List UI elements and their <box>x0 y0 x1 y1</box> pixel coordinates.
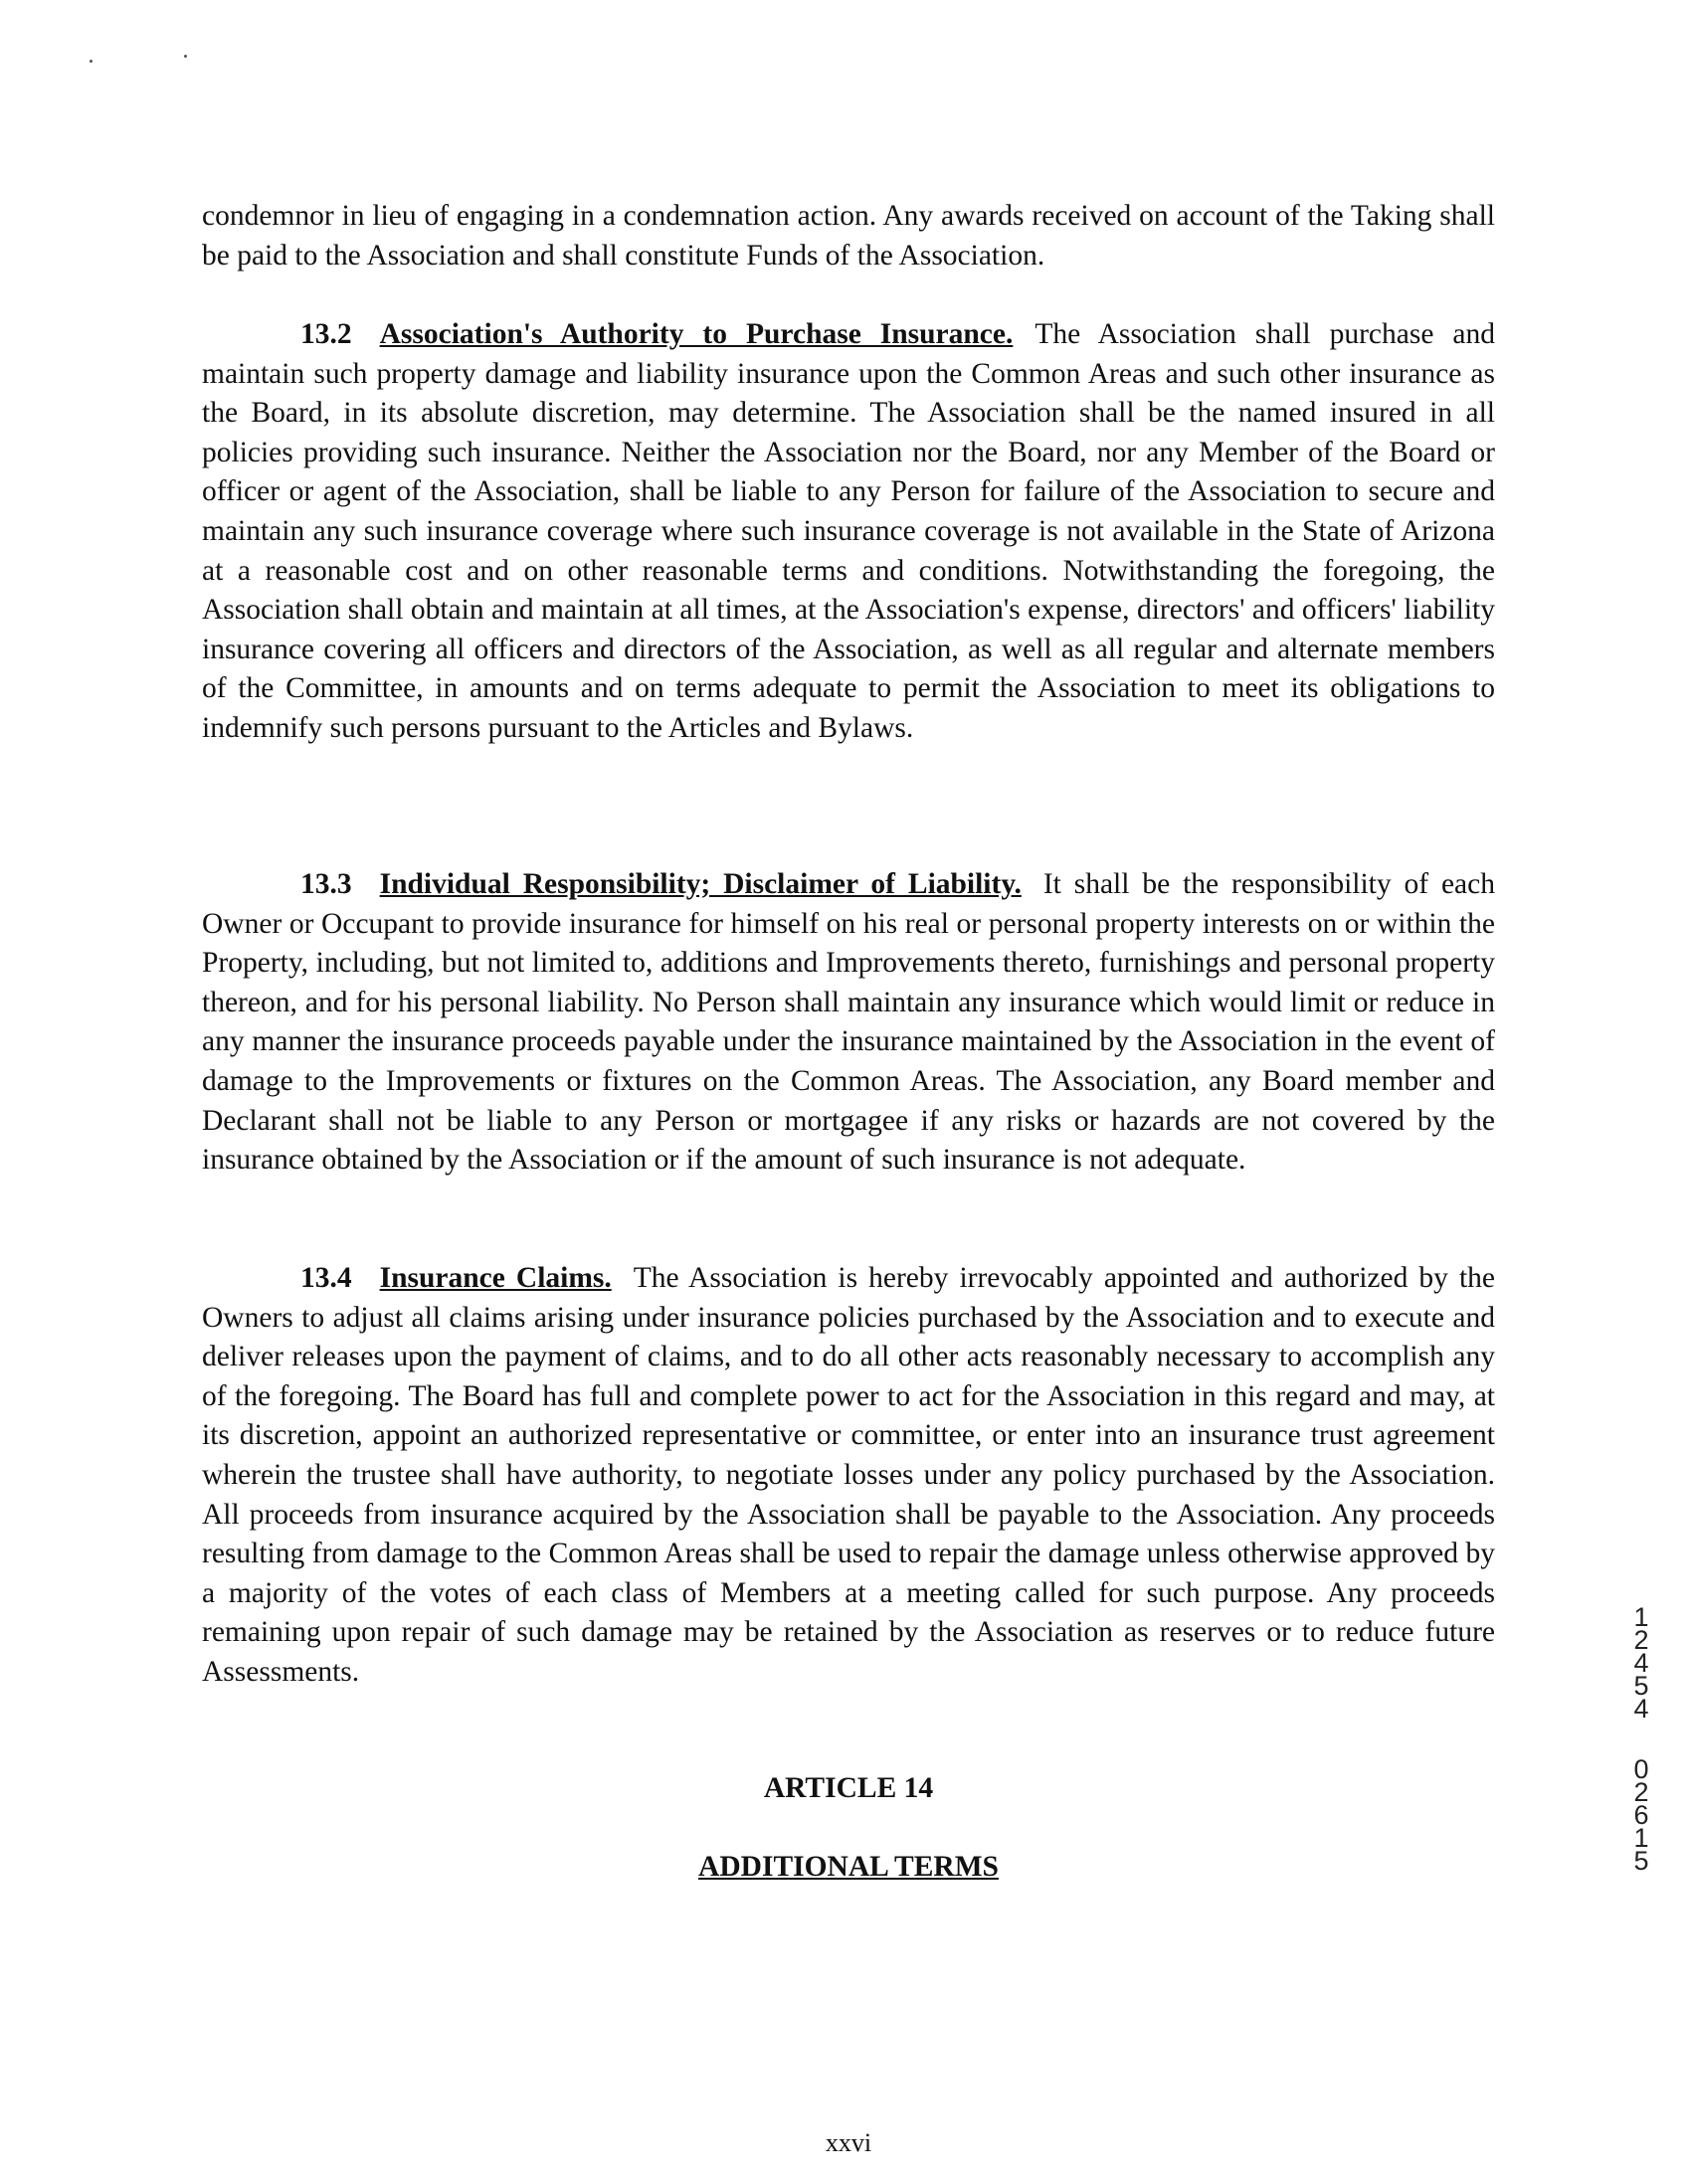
section-title: Individual Responsibility; Disclaimer of Liability. <box>379 868 1022 900</box>
intro-paragraph: condemnor in lieu of engaging in a condemnation action. Any awards received on account of the Taking shall be paid to the Association and shall constitute Funds of the Association. <box>202 200 1495 272</box>
scan-speck <box>184 55 187 58</box>
stamp-digit: 5 <box>1633 1846 1649 1876</box>
stamp-digit: 4 <box>1633 1648 1649 1678</box>
section-title: Association's Authority to Purchase Insurance. <box>379 318 1014 350</box>
section-title: Insurance Claims. <box>379 1262 612 1294</box>
section-number: 13.3 <box>300 868 352 900</box>
section-number: 13.2 <box>300 318 352 350</box>
stamp-digit: 2 <box>1633 1777 1649 1807</box>
intro-text-block <box>202 197 1495 275</box>
section-13-2 <box>202 315 1495 749</box>
article-label: ARTICLE 14 <box>763 1772 934 1804</box>
section-13-4 <box>202 1259 1495 1693</box>
recording-number-stamp <box>1616 1602 1666 1876</box>
article-title: ADDITIONAL TERMS <box>698 1851 999 1883</box>
stamp-digit: 5 <box>1633 1671 1649 1701</box>
section-body: It shall be the responsibility of each Owner or Occupant to provide insurance for himself on his real or personal property interests on or within the Property, including, but not limited to, additions and Improvements thereto, furnishings and personal property thereon, and for his personal liability. No Person shall maintain any insurance which would limit or reduce in any manner the insurance proceeds payable under the insurance maintained by the Association in the event of damage to the Improvements or fixtures on the Common Areas. The Association, any Board member and Declarant shall not be liable to any Person or mortgagee if any risks or hazards are not covered by the insurance obtained by the Association or if the amount of such insurance is not adequate. <box>202 868 1495 1177</box>
stamp-digit: 1 <box>1633 1823 1649 1853</box>
section-number: 13.4 <box>300 1262 352 1294</box>
page-number: xxvi <box>825 2128 872 2157</box>
stamp-digit: 1 <box>1633 1602 1649 1632</box>
scan-speck <box>90 60 93 63</box>
section-13-3 <box>202 865 1495 1181</box>
section-body: The Association shall purchase and maintain such property damage and liability insurance upon the Common Areas and such other insurance as the Board, in its absolute discretion, may determine. The Association shall be the named insured in all policies providing such insurance. Neither the Association nor the Board, nor any Member of the Board or officer or agent of the Association, shall be liable to any Person for failure of the Association to secure and maintain any such insurance coverage where such insurance coverage is not available in the State of Arizona at a reasonable cost and on other reasonable terms and conditions. Notwithstanding the foregoing, the Association shall obtain and maintain at all times, at the Association's expense, directors' and officers' liability insurance covering all officers and directors of the Association, as well as all regular and alternate members of the Committee, in amounts and on terms adequate to permit the Association to meet its obligations to indemnify such persons pursuant to the Articles and Bylaws. <box>202 318 1495 744</box>
stamp-digit: 6 <box>1633 1800 1649 1830</box>
stamp-digit: 4 <box>1633 1694 1649 1724</box>
section-body: The Association is hereby irrevocably appointed and authorized by the Owners to adjust all claims arising under insurance policies purchased by the Association and to execute and deliver releases upon the payment of claims, and to do all other acts reasonably necessary to accomplish any of the foregoing. The Board has full and complete power to act for the Association in this regard and may, at its discretion, appoint an authorized representative or committee, or enter into an insurance trust agreement wherein the trustee shall have authority, to negotiate losses under any policy purchased by the Association. All proceeds from insurance acquired by the Association shall be payable to the Association. Any proceeds resulting from damage to the Common Areas shall be used to repair the damage unless otherwise approved by a majority of the votes of each class of Members at a meeting called for such purpose. Any proceeds remaining upon repair of such damage may be retained by the Association as reserves or to reduce future Assessments. <box>202 1262 1495 1688</box>
stamp-digit: 0 <box>1633 1754 1649 1784</box>
article-title-wrap <box>202 1851 1495 1884</box>
stamp-digit: 2 <box>1633 1625 1649 1655</box>
